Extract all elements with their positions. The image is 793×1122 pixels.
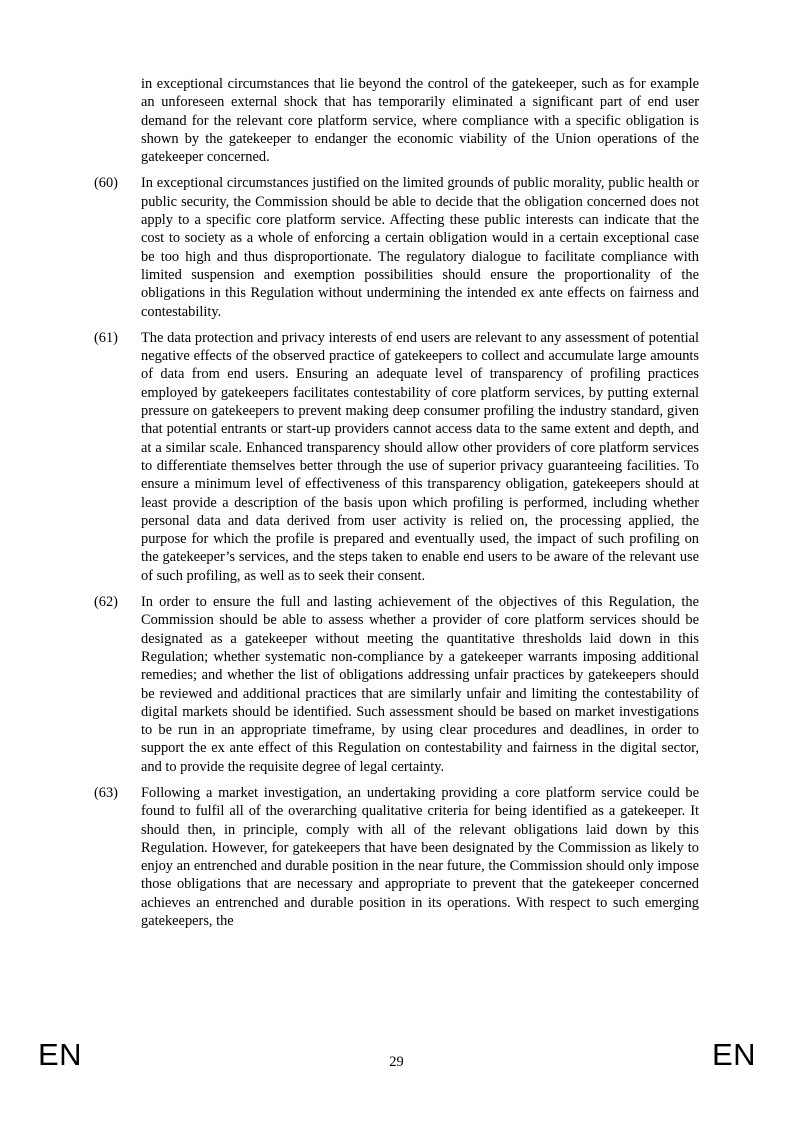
- recital-text: In order to ensure the full and lasting achievement of the objectives of this Regulation, the Commission should be able to assess whether a provider of core platform services should be designated as a gatekeeper without meeting the quantitative thresholds laid down in this Regulation; whether systematic non-compliance by a gatekeeper warrants imposing additional remedies; and whether the list of obligations addressing unfair practices by gatekeepers should be reviewed and additional practices that are similarly unfair and limiting the contestability of digital markets should be identified. Such assessment should be based on market investigations to be run in an appropriate timeframe, by using clear procedures and deadlines, in order to support the ex ante effect of this Regulation on contestability and fairness in the digital sector, and to provide the requisite degree of legal certainty.: [141, 594, 699, 775]
- recital-number: (61): [94, 329, 118, 346]
- recital-number: (60): [94, 175, 118, 192]
- recital-paragraph-60: [94, 174, 699, 320]
- recital-paragraph-63: [94, 784, 699, 930]
- page-number: 29: [389, 1054, 404, 1070]
- continuation-text: in exceptional circumstances that lie beyond the control of the gatekeeper, such as for example an unforeseen external shock that has temporarily eliminated a significant part of end user demand for the relevant core platform service, where compliance with a specific obligation is shown by the gatekeeper to endanger the economic viability of the Union operations of the gatekeeper concerned.: [141, 76, 699, 166]
- footer-language-right: EN: [712, 1037, 757, 1072]
- footer-language-left: EN: [38, 1037, 83, 1072]
- continuation-paragraph: [94, 75, 699, 166]
- recital-text: In exceptional circumstances justified on the limited grounds of public morality, public health or public security, the Commission should be able to decide that the obligation concerned does not apply to a specific core platform service. Affecting these public interests can indicate that the cost to society as a whole of enforcing a certain obligation would in a certain exceptional case be too high and thus disproportionate. The regulatory dialogue to facilitate compliance with limited suspension and exemption possibilities should ensure the proportionality of the obligations in this Regulation without undermining the intended ex ante effects on fairness and contestability.: [141, 175, 699, 320]
- recital-text: The data protection and privacy interests of end users are relevant to any assessment of potential negative effects of the observed practice of gatekeepers to collect and accumulate large amounts of data from end users. Ensuring an adequate level of transparency of profiling practices employed by gatekeepers facilitates contestability of core platform services, by putting external pressure on gatekeepers to prevent making deep consumer profiling the industry standard, given that potential entrants or start-up providers cannot access data to the same extent and depth, and at a similar scale. Enhanced transparency should allow other providers of core platform services to differentiate themselves better through the use of superior privacy guaranteeing facilities. To ensure a minimum level of effectiveness of this transparency obligation, gatekeepers should at least provide a description of the basis upon which profiling is performed, including whether personal data and data derived from user activity is relied on, the processing applied, the purpose for which the profile is prepared and eventually used, the impact of such profiling on the gatekeeper’s services, and the steps taken to enable end users to be aware of the relevant use of such profiling, as well as to seek their consent.: [141, 329, 699, 584]
- recital-paragraph-62: [94, 593, 699, 776]
- recital-paragraph-61: [94, 329, 699, 585]
- page-body: [94, 75, 699, 938]
- recital-number: (63): [94, 784, 118, 801]
- recital-number: (62): [94, 594, 118, 611]
- recital-text: Following a market investigation, an undertaking providing a core platform service could be found to fulfil all of the overarching qualitative criteria for being identified as a gatekeeper. It should then, in principle, comply with all of the relevant obligations laid down by this Regulation. However, for gatekeepers that have been designated by the Commission as likely to enjoy an entrenched and durable position in the near future, the Commission should only impose those obligations that are necessary and appropriate to prevent that the gatekeeper concerned achieves an entrenched and durable position in its operations. With respect to such emerging gatekeepers, the: [141, 784, 699, 930]
